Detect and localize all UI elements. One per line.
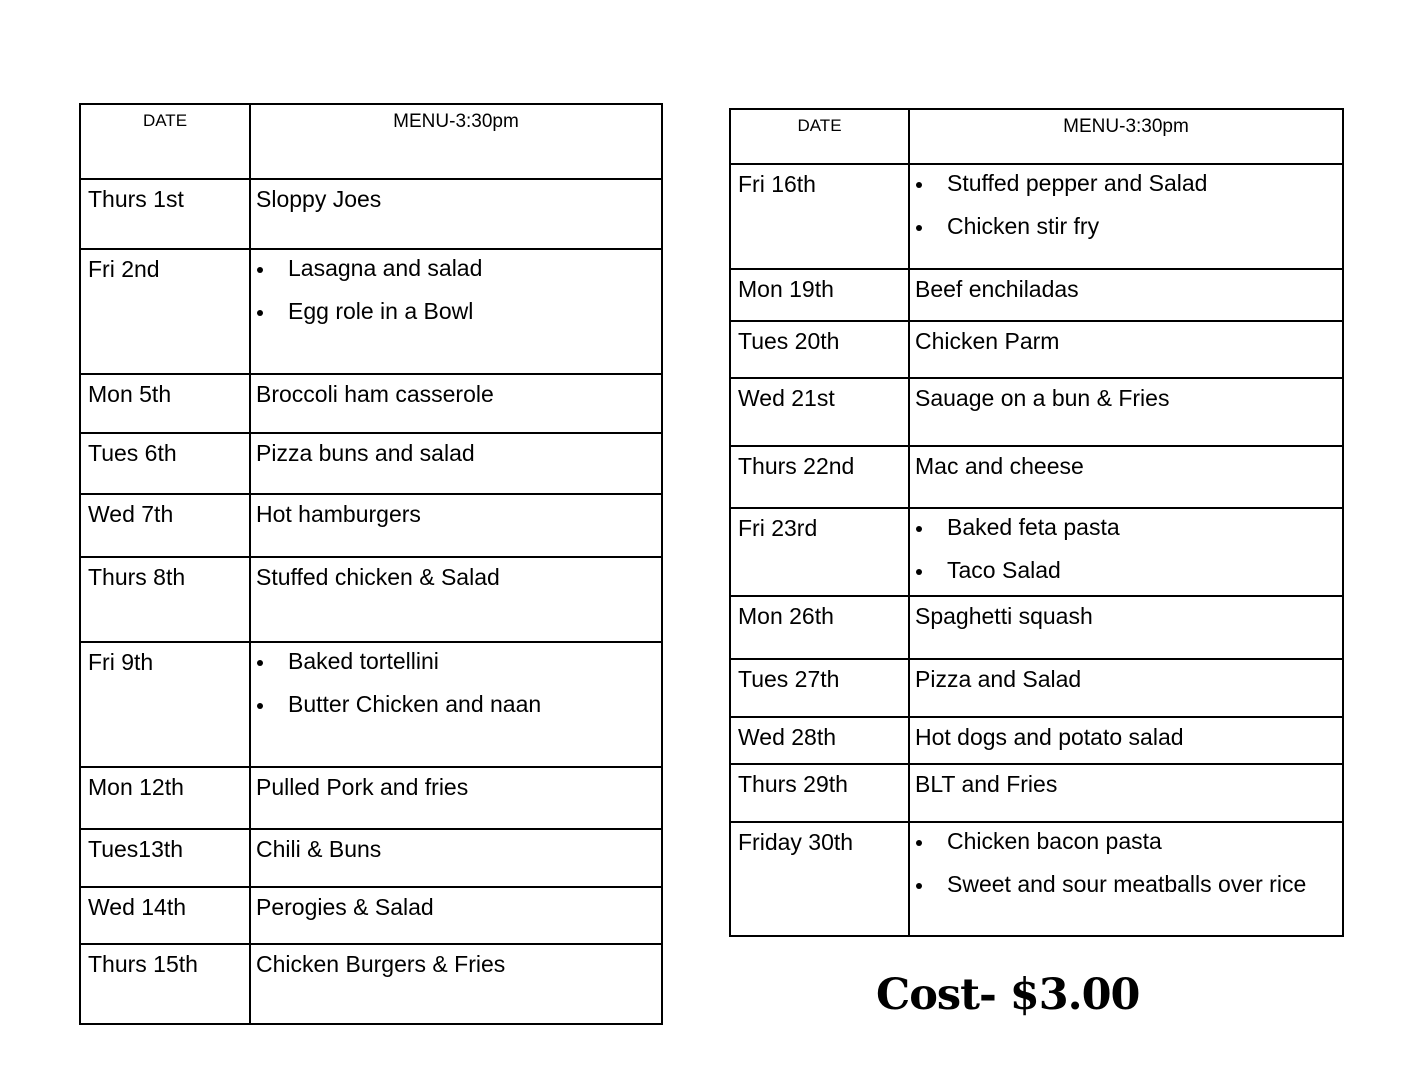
menu-item: Pizza buns and salad [256,440,475,466]
menu-column-header: MENU-3:30pm [909,109,1343,164]
menu-item: Lasagna and salad [256,256,661,280]
menu-item: Hot hamburgers [256,501,421,527]
menu-cell [909,717,1343,764]
menu-cell [909,321,1343,378]
menu-cell [250,829,662,887]
table-row [730,822,1343,936]
table-row [80,433,662,494]
date-cell: Thurs 1st [80,179,250,249]
menu-item: Sweet and sour meatballs over rice [915,872,1342,896]
menu-item: Chicken bacon pasta [915,829,1342,853]
date-cell: Tues13th [80,829,250,887]
menu-item: BLT and Fries [915,771,1058,797]
menu-cell [909,659,1343,717]
menu-item: Pulled Pork and fries [256,774,469,800]
menu-item: Taco Salad [915,558,1342,582]
date-cell: Mon 12th [80,767,250,829]
table-row [80,829,662,887]
table-row [730,764,1343,822]
menu-item-list [915,515,1342,582]
menu-cell [909,822,1343,936]
left-table-body [80,179,662,1024]
menu-cell [909,596,1343,659]
menu-cell [909,446,1343,508]
menu-item-list [915,829,1342,896]
menu-cell [250,887,662,944]
menu-cell [250,557,662,642]
cost-label: Cost- $3.00 [876,970,1140,1020]
date-cell: Fri 2nd [80,249,250,374]
left-menu-table [79,103,663,1025]
table-row [80,494,662,557]
menu-item: Pizza and Salad [915,666,1082,692]
date-cell: Wed 28th [730,717,909,764]
date-cell: Tues 20th [730,321,909,378]
date-cell: Mon 5th [80,374,250,433]
menu-cell [909,269,1343,321]
menu-item: Mac and cheese [915,453,1084,479]
table-row [730,269,1343,321]
menu-cell [909,508,1343,596]
menu-item: Perogies & Salad [256,894,434,920]
date-cell: Fri 23rd [730,508,909,596]
table-row [80,557,662,642]
menu-item: Chili & Buns [256,836,382,862]
menu-item: Chicken stir fry [915,214,1342,238]
menu-cell [250,249,662,374]
menu-cell [250,374,662,433]
date-cell: Friday 30th [730,822,909,936]
menu-cell [250,494,662,557]
table-row [80,944,662,1024]
table-row [80,249,662,374]
menu-item-list [256,649,661,716]
table-header-row [80,104,662,179]
menu-item: Spaghetti squash [915,603,1093,629]
date-cell: Thurs 22nd [730,446,909,508]
menu-cell [250,179,662,249]
date-column-header: DATE [80,104,250,179]
table-row [730,659,1343,717]
right-menu-table [729,108,1344,937]
table-row [80,887,662,944]
date-cell: Wed 21st [730,378,909,446]
right-table-body [730,164,1343,936]
date-cell: Fri 9th [80,642,250,767]
menu-item: Chicken Parm [915,328,1060,354]
menu-item-list [256,256,661,323]
menu-item: Egg role in a Bowl [256,299,661,323]
table-row [730,164,1343,269]
table-row [730,378,1343,446]
menu-item: Beef enchiladas [915,276,1079,302]
table-row [730,596,1343,659]
menu-item: Stuffed pepper and Salad [915,171,1342,195]
table-row [730,508,1343,596]
menu-item-list [915,171,1342,238]
menu-item: Baked tortellini [256,649,661,673]
menu-cell [909,764,1343,822]
date-cell: Mon 19th [730,269,909,321]
date-column-header: DATE [730,109,909,164]
table-row [80,374,662,433]
menu-item: Sloppy Joes [256,186,382,212]
table-row [730,321,1343,378]
menu-cell [250,642,662,767]
menu-item: Stuffed chicken & Salad [256,564,500,590]
date-cell: Mon 26th [730,596,909,659]
menu-column-header: MENU-3:30pm [250,104,662,179]
table-row [80,179,662,249]
date-cell: Tues 27th [730,659,909,717]
table-row [80,642,662,767]
menu-cell [909,378,1343,446]
menu-cell [250,944,662,1024]
table-header-row [730,109,1343,164]
menu-cell [909,164,1343,269]
date-cell: Wed 7th [80,494,250,557]
table-row [80,767,662,829]
menu-cell [250,433,662,494]
date-cell: Wed 14th [80,887,250,944]
date-cell: Thurs 15th [80,944,250,1024]
menu-item: Baked feta pasta [915,515,1342,539]
date-cell: Thurs 29th [730,764,909,822]
table-row [730,717,1343,764]
menu-item: Chicken Burgers & Fries [256,951,506,977]
date-cell: Tues 6th [80,433,250,494]
menu-item: Broccoli ham casserole [256,381,494,407]
table-row [730,446,1343,508]
menu-item: Hot dogs and potato salad [915,724,1184,750]
date-cell: Fri 16th [730,164,909,269]
menu-item: Butter Chicken and naan [256,692,661,716]
menu-cell [250,767,662,829]
menu-item: Sauage on a bun & Fries [915,385,1170,411]
date-cell: Thurs 8th [80,557,250,642]
